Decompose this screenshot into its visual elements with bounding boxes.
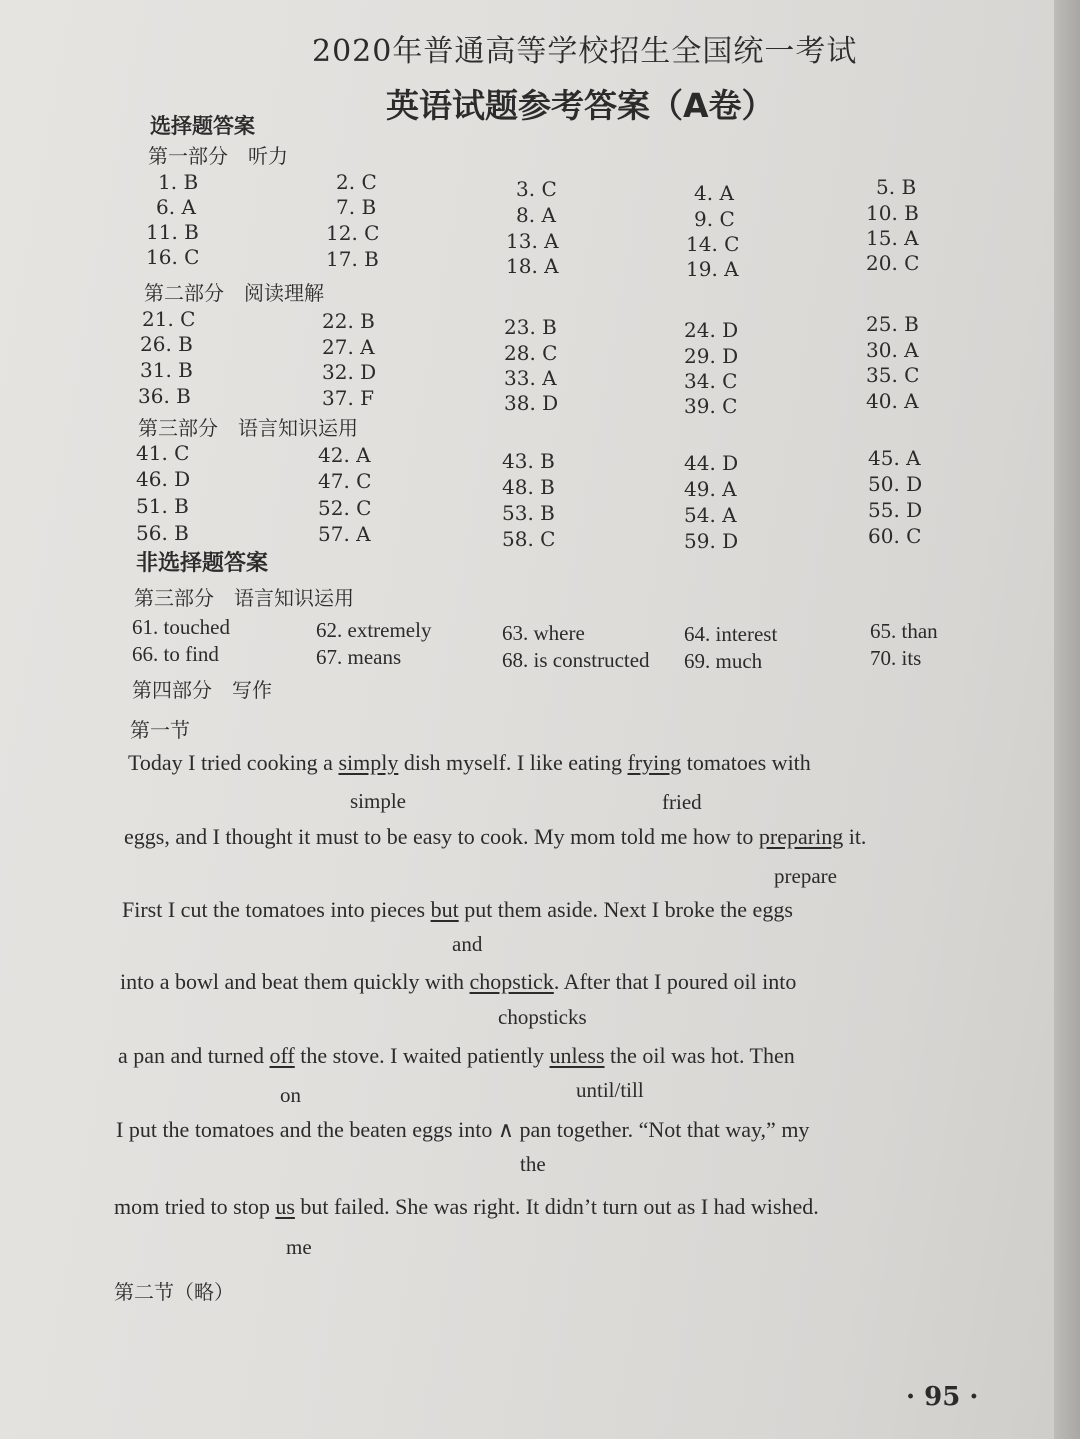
- essay-text: a pan and turned: [118, 1043, 270, 1068]
- essay-line-2: [124, 824, 866, 850]
- answer-44: 44. D: [684, 451, 739, 475]
- answer-11: 11. B: [146, 220, 199, 244]
- answer-2: 2. C: [336, 170, 377, 194]
- answer-65: 65. than: [870, 619, 938, 643]
- answer-68: 68. is constructed: [502, 648, 650, 672]
- answer-21: 21. C: [142, 307, 196, 331]
- answer-6: 6. A: [156, 195, 196, 219]
- part1-label: 第一部分 听力: [148, 144, 288, 168]
- answer-40: 40. A: [866, 389, 919, 413]
- essay-line-4: [120, 969, 796, 995]
- answer-69: 69. much: [684, 649, 763, 673]
- answer-23: 23. B: [504, 315, 557, 339]
- answer-34: 34. C: [684, 369, 738, 393]
- error-word: us: [275, 1194, 295, 1219]
- answer-67: 67. means: [316, 645, 402, 669]
- correction-word: the: [520, 1152, 546, 1176]
- answer-56: 56. B: [136, 521, 189, 545]
- answer-3: 3. C: [516, 177, 557, 201]
- answer-45: 45. A: [868, 446, 921, 470]
- answer-41: 41. C: [136, 441, 190, 465]
- answer-61: 61. touched: [132, 615, 230, 639]
- answer-54: 54. A: [684, 503, 737, 527]
- correction-word: on: [280, 1083, 301, 1107]
- answer-16: 16. C: [146, 245, 200, 269]
- answer-28: 28. C: [504, 341, 558, 365]
- correction-word: prepare: [774, 864, 837, 888]
- answer-24: 24. D: [684, 318, 739, 342]
- error-word: preparing: [758, 824, 844, 849]
- correction-word: and: [452, 932, 483, 956]
- essay-text: mom tried to stop: [114, 1194, 276, 1219]
- answer-33: 33. A: [504, 366, 557, 390]
- error-word: chopstick: [469, 969, 554, 994]
- answer-59: 59. D: [684, 529, 739, 553]
- essay-text: First I cut the tomatoes into pieces: [122, 897, 431, 922]
- answer-38: 38. D: [504, 391, 559, 415]
- choice-answers-header: 选择题答案: [150, 114, 255, 138]
- answer-8: 8. A: [516, 203, 556, 227]
- essay-line-3: [122, 897, 793, 923]
- answer-43: 43. B: [502, 449, 555, 473]
- answer-70: 70. its: [870, 646, 922, 670]
- answer-9: 9. C: [694, 207, 735, 231]
- error-word: off: [269, 1043, 295, 1068]
- answer-63: 63. where: [502, 621, 585, 645]
- book-binding: [1054, 0, 1080, 1439]
- answer-13: 13. A: [506, 229, 559, 253]
- answer-49: 49. A: [684, 477, 737, 501]
- answer-55: 55. D: [868, 498, 923, 522]
- answer-19: 19. A: [686, 257, 739, 281]
- correction-word: fried: [662, 790, 702, 814]
- answer-22: 22. B: [322, 309, 375, 333]
- answer-46: 46. D: [136, 467, 191, 491]
- answer-64: 64. interest: [684, 622, 778, 646]
- essay-text: Today I tried cooking a: [128, 750, 339, 775]
- answer-26: 26. B: [140, 332, 193, 356]
- essay-text: . After that I poured oil into: [553, 969, 797, 994]
- deleted-word: to: [364, 824, 382, 849]
- answer-14: 14. C: [686, 232, 740, 256]
- essay-line-1: [128, 750, 811, 776]
- essay-line-6: [116, 1117, 809, 1143]
- essay-text: it.: [843, 824, 867, 849]
- essay-text: the oil was hot. Then: [604, 1043, 795, 1068]
- essay-text: but failed. She was right. It didn’t turn out as I had wished.: [294, 1194, 819, 1219]
- answer-10: 10. B: [866, 201, 919, 225]
- essay-text: I put the tomatoes and the beaten eggs into ∧ pan together. “Not that way,” my: [116, 1117, 810, 1142]
- exam-title: 2020年普通高等学校招生全国统一考试: [312, 34, 858, 69]
- answer-30: 30. A: [866, 338, 919, 362]
- correction-word: until/till: [576, 1078, 644, 1102]
- answer-key-title: 英语试题参考答案（A卷）: [386, 86, 775, 125]
- answer-35: 35. C: [866, 363, 920, 387]
- part3-label: 第三部分 语言知识运用: [138, 416, 358, 440]
- answer-60: 60. C: [868, 524, 922, 548]
- answer-66: 66. to find: [132, 642, 219, 666]
- section2-label: 第二节（略）: [114, 1280, 234, 1304]
- answer-1: 1. B: [158, 170, 199, 194]
- correction-word: me: [286, 1235, 312, 1259]
- answer-27: 27. A: [322, 335, 375, 359]
- essay-text: into a bowl and beat them quickly with: [120, 969, 470, 994]
- error-word: unless: [549, 1043, 605, 1068]
- answer-32: 32. D: [322, 360, 377, 384]
- answer-15: 15. A: [866, 226, 919, 250]
- answer-7: 7. B: [336, 195, 377, 219]
- answer-57: 57. A: [318, 522, 371, 546]
- essay-text: eggs, and I thought it must: [124, 824, 365, 849]
- correction-word: chopsticks: [498, 1005, 587, 1029]
- answer-50: 50. D: [868, 472, 923, 496]
- answer-29: 29. D: [684, 344, 739, 368]
- part2-label: 第二部分 阅读理解: [144, 281, 324, 305]
- essay-text: the stove. I waited patiently: [294, 1043, 550, 1068]
- essay-line-5: [118, 1043, 795, 1069]
- section1-label: 第一节: [130, 718, 190, 742]
- error-word: but: [430, 897, 459, 922]
- page-number: · 95 ·: [906, 1382, 979, 1412]
- essay-line-7: [114, 1194, 819, 1220]
- answer-31: 31. B: [140, 358, 193, 382]
- answer-52: 52. C: [318, 496, 372, 520]
- error-word: simply: [338, 750, 399, 775]
- answer-25: 25. B: [866, 312, 919, 336]
- answer-12: 12. C: [326, 221, 380, 245]
- answer-48: 48. B: [502, 475, 555, 499]
- answer-36: 36. B: [138, 384, 191, 408]
- answer-62: 62. extremely: [316, 618, 432, 642]
- answer-53: 53. B: [502, 501, 555, 525]
- answer-18: 18. A: [506, 254, 559, 278]
- answer-51: 51. B: [136, 494, 189, 518]
- correction-word: simple: [350, 789, 406, 813]
- answer-47: 47. C: [318, 469, 372, 493]
- nonchoice-answers-header: 非选择题答案: [136, 551, 269, 576]
- essay-text: tomatoes with: [681, 750, 811, 775]
- answer-4: 4. A: [694, 181, 734, 205]
- answer-58: 58. C: [502, 527, 556, 551]
- part3b-label: 第三部分 语言知识运用: [134, 586, 354, 610]
- answer-39: 39. C: [684, 394, 738, 418]
- error-word: frying: [627, 750, 682, 775]
- part4-label: 第四部分 写作: [132, 678, 272, 702]
- essay-text: put them aside. Next I broke the eggs: [458, 897, 793, 922]
- answer-17: 17. B: [326, 247, 379, 271]
- answer-42: 42. A: [318, 443, 371, 467]
- answer-20: 20. C: [866, 251, 920, 275]
- answer-5: 5. B: [876, 175, 917, 199]
- essay-text: dish myself. I like eating: [398, 750, 628, 775]
- essay-text: be easy to cook. My mom told me how to: [381, 824, 759, 849]
- answer-37: 37. F: [322, 386, 375, 410]
